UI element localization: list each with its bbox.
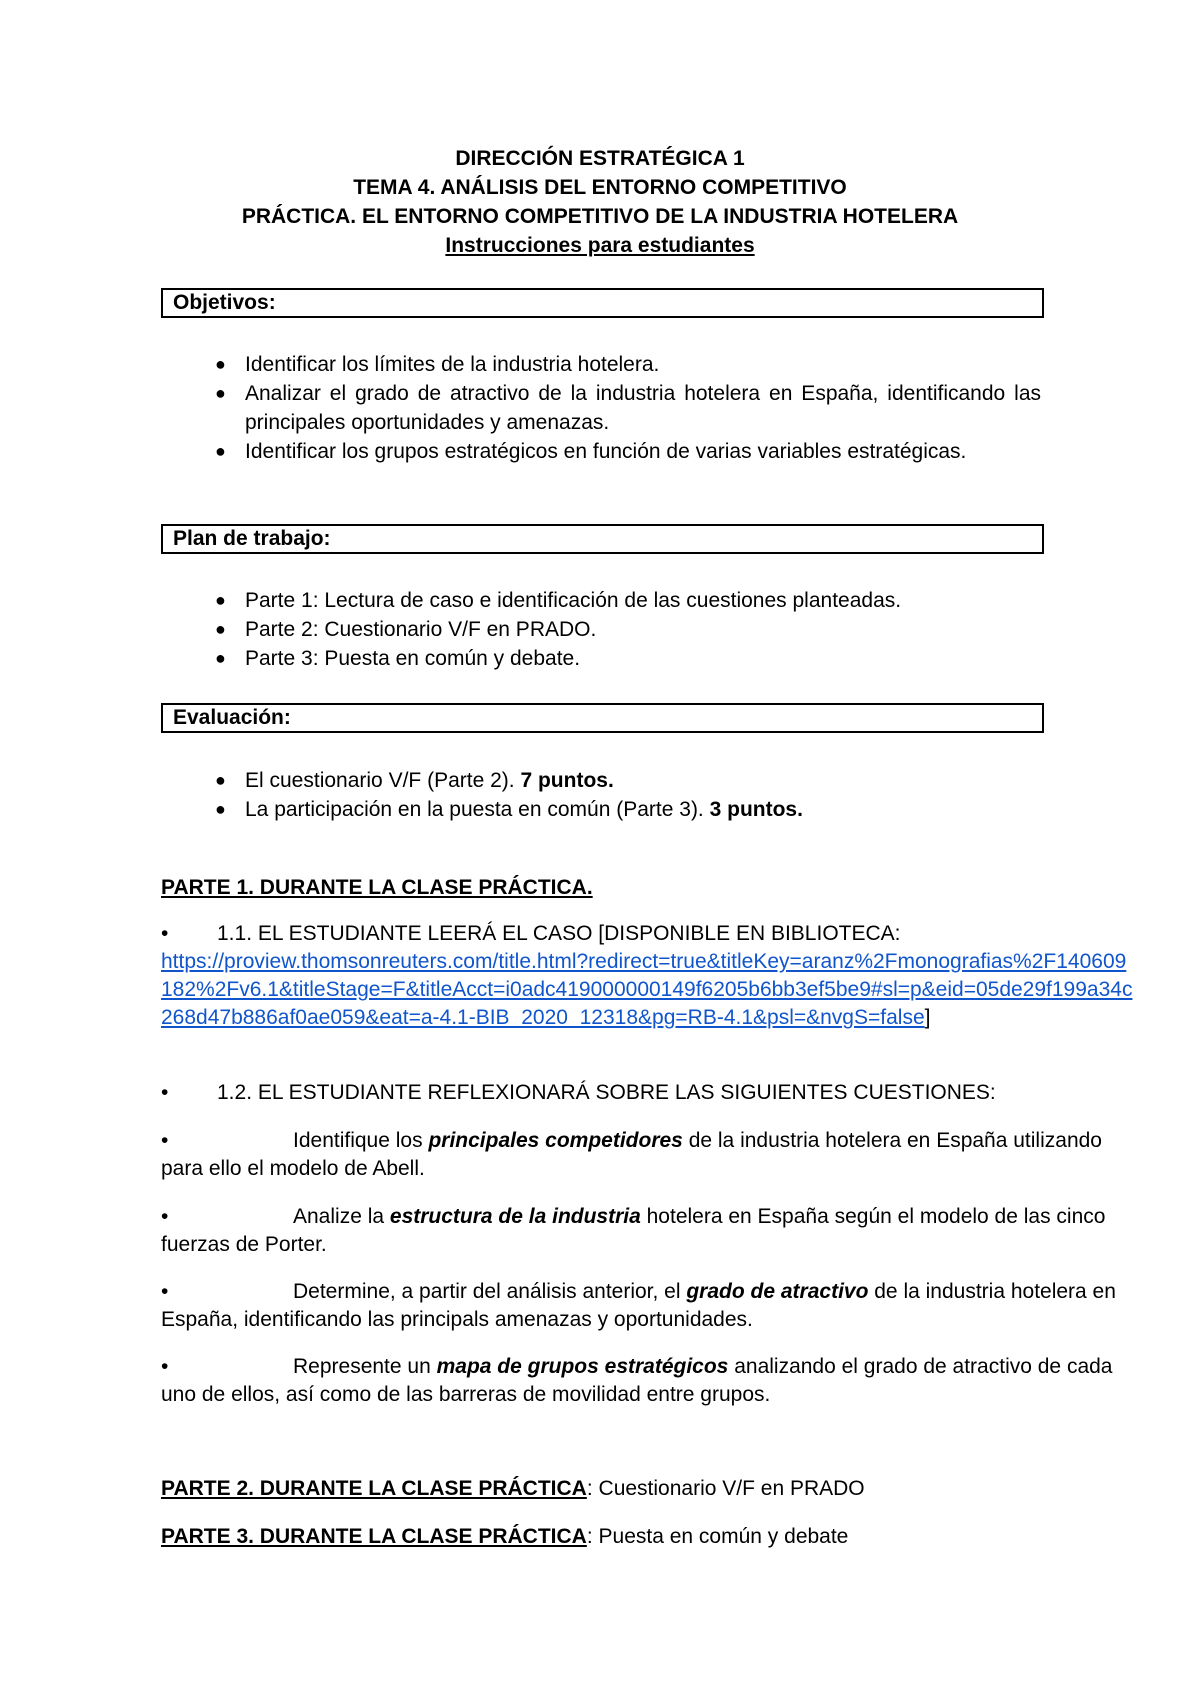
plan-list (161, 586, 1041, 673)
question-item: • Analize la estructura de la industria hotelera en España según el modelo de las cinco fuerzas de Porter. (161, 1205, 1106, 1256)
course-title: DIRECCIÓN ESTRATÉGICA 1 (455, 147, 745, 170)
practice-title: PRÁCTICA. EL ENTORNO COMPETITIVO DE LA INDUSTRIA HOTELERA (241, 205, 959, 228)
biblioteca-link[interactable]: https://proview.thomsonreuters.com/title.html?redirect=true&titleKey=aranz%2Fmonografias%2F140609182%2Fv6.1&titleStage=F&titleAcct=i0adc419000000149f6205b6bb3ef5be9#sl=p&eid=05de29f199a34c268d47b886af0ae059&eat=a-4.1-BIB_2020_12318&pg=RB-4.1&psl=&nvgS=false (161, 950, 1133, 1029)
item-1-2: • 1.2. EL ESTUDIANTE REFLEXIONARÁ SOBRE LAS SIGUIENTES CUESTIONES: (161, 1079, 1161, 1107)
bullet-marker: • (161, 1355, 169, 1378)
bullet-icon: ● (215, 770, 226, 790)
parte2-line: PARTE 2. DURANTE LA CLASE PRÁCTICA: Cuestionario V/F en PRADO (161, 1477, 865, 1500)
bullet-icon: ● (215, 799, 226, 819)
list-item: ● El cuestionario V/F (Parte 2). 7 puntos. (161, 766, 1041, 795)
parte3-line: PARTE 3. DURANTE LA CLASE PRÁCTICA: Puesta en común y debate (161, 1525, 849, 1548)
evaluacion-heading: Evaluación: (161, 703, 1044, 733)
parte2-title: PARTE 2. DURANTE LA CLASE PRÁCTICA (161, 1477, 587, 1500)
list-item: ● Analizar el grado de atractivo de la industria hotelera en España, identificando las principales oportunidades y amenazas. (161, 379, 1041, 437)
parte1-title: PARTE 1. DURANTE LA CLASE PRÁCTICA. (161, 876, 593, 899)
question-item: • Identifique los principales competidores de la industria hotelera en España utilizando para ello el modelo de Abell. (161, 1129, 1102, 1180)
list-item: ● Identificar los grupos estratégicos en función de varias variables estratégicas. (161, 437, 1041, 466)
question-item: • Represente un mapa de grupos estratégicos analizando el grado de atractivo de cada uno de ellos, así como de las barreras de movilidad entre grupos. (161, 1355, 1113, 1406)
item-1-1: • 1.1. EL ESTUDIANTE LEERÁ EL CASO [DISPONIBLE EN BIBLIOTECA: (161, 920, 1136, 948)
list-item: ● Identificar los límites de la industria hotelera. (161, 350, 1041, 379)
bullet-marker: • (161, 922, 169, 945)
list-item: ● La participación en la puesta en común (Parte 3). 3 puntos. (161, 795, 1041, 824)
list-item: ● Parte 2: Cuestionario V/F en PRADO. (161, 615, 1041, 644)
instructions-subtitle: Instrucciones para estudiantes (445, 234, 755, 257)
bullet-marker: • (161, 1280, 169, 1303)
parte3-title: PARTE 3. DURANTE LA CLASE PRÁCTICA (161, 1525, 587, 1548)
bullet-icon: ● (215, 383, 226, 403)
list-item: ● Parte 3: Puesta en común y debate. (161, 644, 1041, 673)
objetivos-list (161, 350, 1041, 466)
evaluacion-list (161, 766, 1041, 824)
topic-title: TEMA 4. ANÁLISIS DEL ENTORNO COMPETITIVO (353, 176, 847, 199)
bullet-icon: ● (215, 354, 226, 374)
document-header (0, 144, 1200, 260)
bullet-marker: • (161, 1129, 169, 1152)
list-item: ● Parte 1: Lectura de caso e identificación de las cuestiones planteadas. (161, 586, 1041, 615)
bullet-icon: ● (215, 648, 226, 668)
bullet-icon: ● (215, 590, 226, 610)
objetivos-heading: Objetivos: (161, 288, 1044, 318)
bullet-marker: • (161, 1081, 169, 1104)
bullet-marker: • (161, 1205, 169, 1228)
bullet-icon: ● (215, 441, 226, 461)
plan-heading: Plan de trabajo: (161, 524, 1044, 554)
bullet-icon: ● (215, 619, 226, 639)
question-item: • Determine, a partir del análisis anterior, el grado de atractivo de la industria hotelera en España, identificando las principals amenazas y oportunidades. (161, 1280, 1116, 1331)
item-1-1-link-block: https://proview.thomsonreuters.com/title.html?redirect=true&titleKey=aranz%2Fmonografias%2F140609182%2Fv6.1&titleStage=F&titleAcct=i0adc419000000149f6205b6bb3ef5be9#sl=p&eid=05de29f199a34c268d47b886af0ae059&eat=a-4.1-BIB_2020_12318&pg=RB-4.1&psl=&nvgS=false] (161, 950, 1133, 1029)
